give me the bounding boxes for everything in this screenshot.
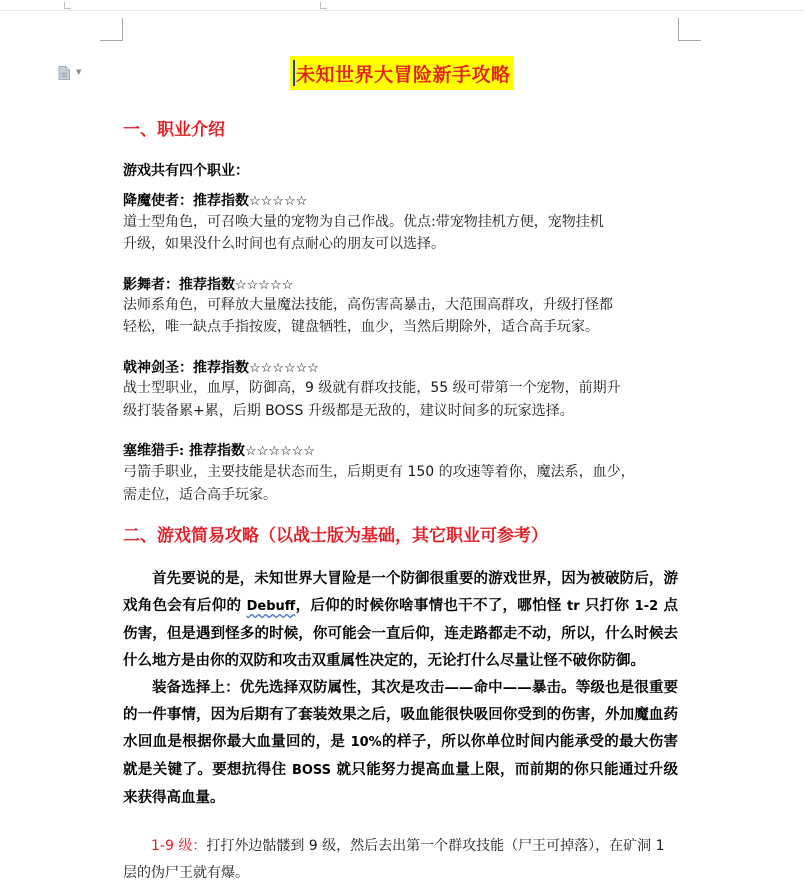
text-run: BOSS (291, 763, 332, 778)
level-guide-paragraph (123, 833, 678, 887)
rating-label: 推荐指数 (189, 443, 246, 459)
ruler-bar (0, 0, 804, 11)
text-run: 就只能努力提高血量上限，而前期的你只能通过升级来获得高血量。 (123, 761, 678, 806)
class-title (123, 274, 293, 294)
ruler-tick (64, 2, 71, 9)
page-margin-corner-top-right (678, 18, 701, 41)
text-run: 1-2 (634, 599, 659, 614)
debuff-term: Debuff (246, 599, 296, 614)
chevron-down-icon[interactable]: ▼ (76, 68, 82, 76)
class-description-line: 弓箭手职业，主要技能是状态而生，后期更有 150 的攻速等着你，魔法系，血少， (123, 464, 635, 480)
ruler-tick (320, 2, 327, 9)
class-description-line: 需走位，适合高手玩家。 (123, 487, 277, 503)
text-run: 的样子，所以你单位时间内能承受的最大伤害就是关键了。要想抗得住 (123, 733, 679, 778)
level-guide-text: 打打外边骷髅到 9 级，然后去出第一个群攻技能（尸王可掉落），在矿洞 1 层的伪尸王就有爆。 (123, 838, 665, 881)
class-description-line: 升级，如果没什么时间也有点耐心的朋友可以选择。 (123, 236, 445, 252)
class-name: 影舞者： (123, 277, 179, 293)
paragraph-equipment (123, 674, 678, 811)
class-description-line: 轻松，唯一缺点手指按废，键盘牺牲，血少，当然后期除外，适合高手玩家。 (123, 319, 599, 335)
text-run: 只打你 (579, 597, 635, 614)
class-name: 降魔使者： (123, 193, 193, 209)
rating-label: 推荐指数 (193, 360, 249, 376)
class-description-line: 道士型角色，可召唤大量的宠物为自己作战。优点:带宠物挂机方便，宠物挂机 (123, 214, 604, 230)
text-run: tr (567, 599, 580, 614)
section-heading-classes: 一、职业介绍 (123, 120, 225, 140)
text-run: 10% (350, 735, 382, 750)
class-title (123, 190, 307, 210)
text-run: 装备选择上：优先选择双防属性，其次是攻击——命中——暴击。等级也是很重要的一件事情，因为后期有了套装效果之后，吸血能很快吸回你受到的伤害，外加魔血药水回血是根据你最大血量回的，是 (123, 679, 678, 750)
document-title-highlight (290, 56, 514, 90)
guide-paragraph (123, 565, 678, 811)
page-margin-corner-top-left (100, 18, 123, 41)
class-description-line: 法师系角色，可释放大量魔法技能，高伤害高暴击，大范围高群攻，升级打怪都 (123, 297, 613, 313)
rating-stars: ☆☆☆☆☆ (235, 278, 294, 293)
class-description-line: 战士型职业，血厚，防御高，9 级就有群攻技能，55 级可带第一个宠物，前期升 (123, 380, 621, 396)
paragraph-defense (123, 565, 678, 674)
rating-stars: ☆☆☆☆☆☆ (249, 361, 319, 376)
rating-stars: ☆☆☆☆☆ (249, 194, 308, 209)
class-title (123, 440, 315, 460)
classes-intro: 游戏共有四个职业： (123, 163, 249, 179)
class-title (123, 357, 319, 377)
text-run: ，后仰的时候你啥事情也干不了，哪怕怪 (295, 597, 567, 614)
document-title: 未知世界大冒险新手攻略 (296, 63, 511, 86)
text-run: 首先要说的是，未知世界大冒险是一个防御很重要的游戏世界，因为被破防后，游戏角色会有后仰的 (123, 570, 678, 614)
class-description-line: 级打装备累+累，后期 BOSS 升级都是无敌的，建议时间多的玩家选择。 (123, 403, 574, 419)
rating-stars: ☆☆☆☆☆☆ (245, 444, 315, 459)
section-heading-guide: 二、游戏简易攻略（以战士版为基础，其它职业可参考） (123, 526, 548, 546)
text-run: 点伤害，但是遇到怪多的时候，你可能会一直后仰，连走路都走不动，所以，什么时候去什么地方是由你的双防和攻击双重属性决定的，无论打什么尽量让怪不破你防御。 (123, 597, 678, 669)
class-name: 戟神剑圣： (123, 360, 193, 376)
document-icon[interactable] (58, 66, 70, 80)
class-name: 塞维猎手: (123, 443, 190, 459)
rating-label: 推荐指数 (179, 277, 235, 293)
text-cursor (293, 60, 295, 86)
level-range: 1-9 级： (151, 838, 207, 854)
rating-label: 推荐指数 (193, 193, 249, 209)
